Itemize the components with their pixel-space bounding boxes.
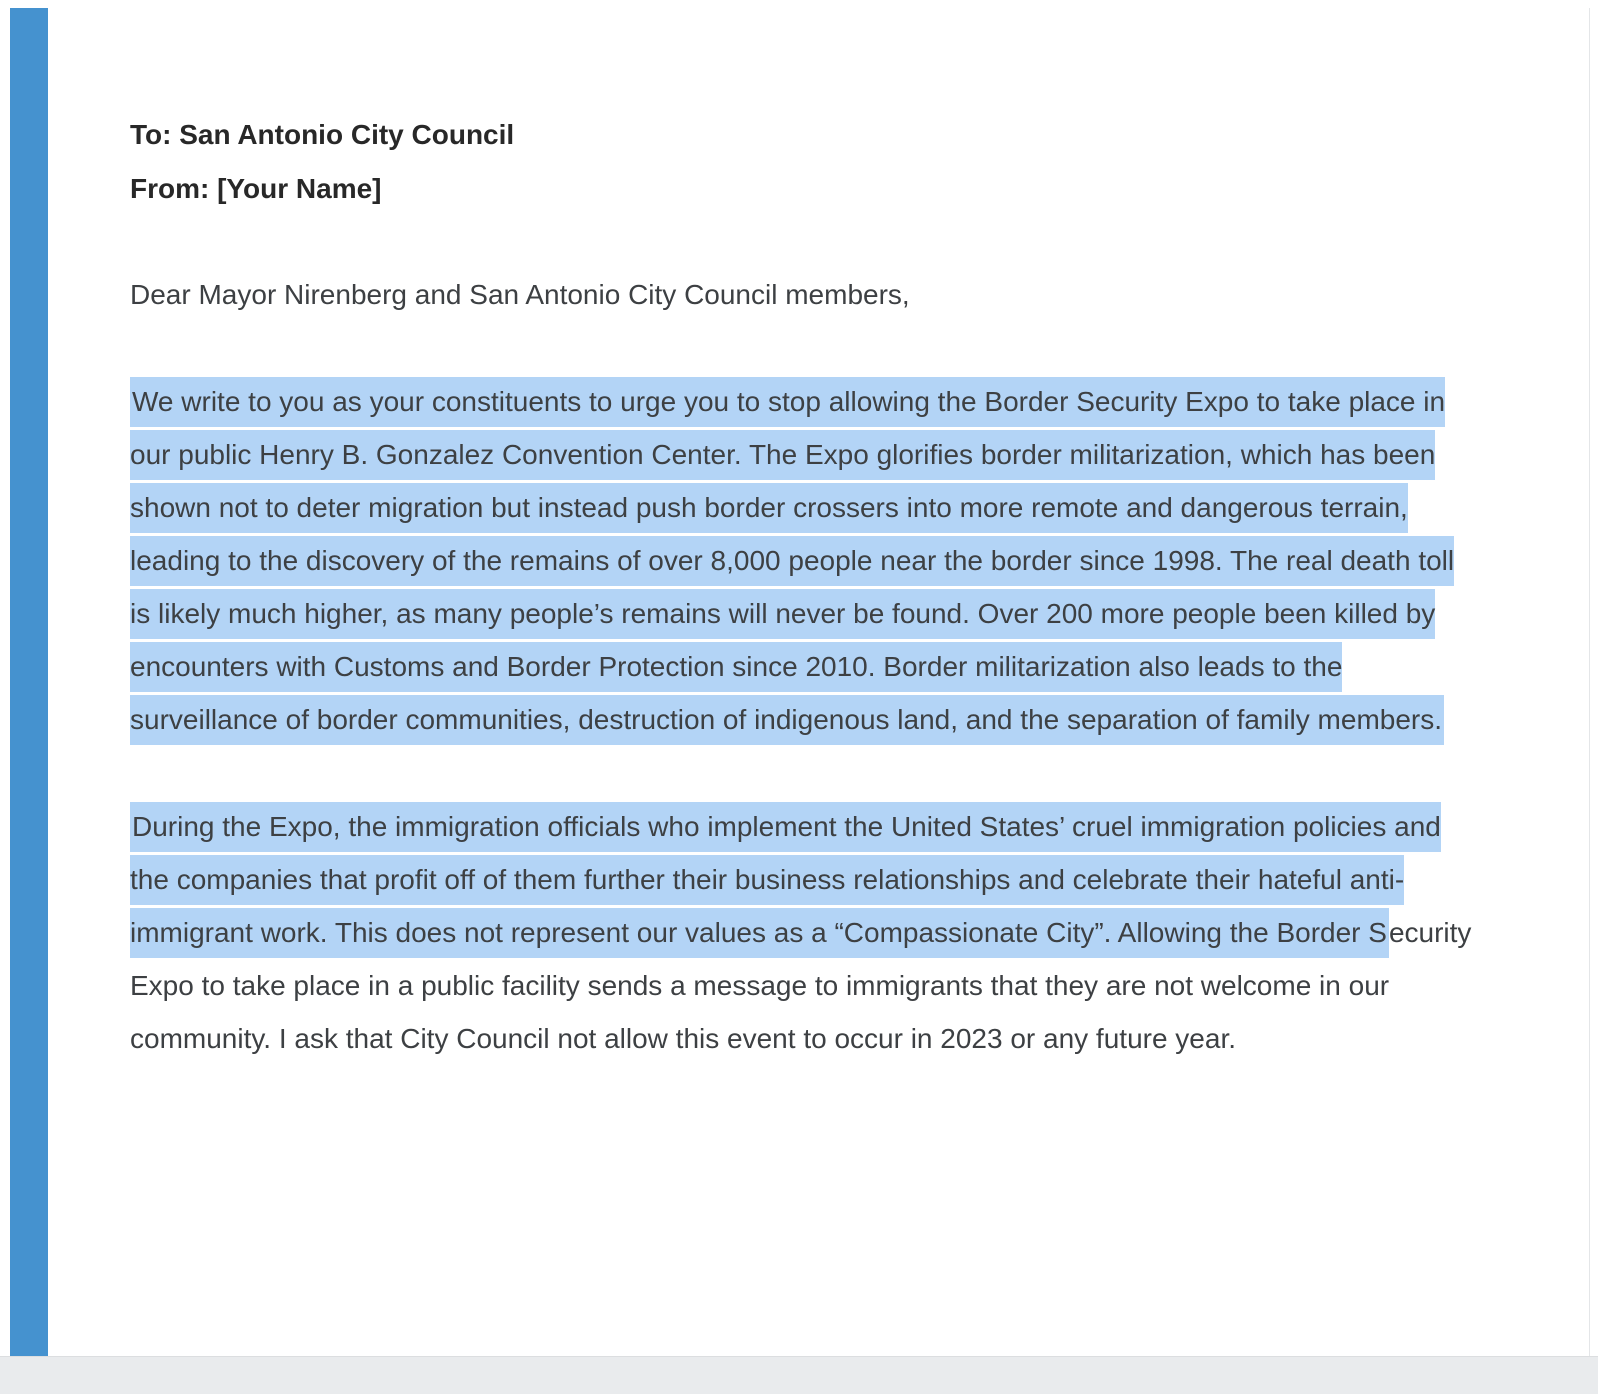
letter-salutation: Dear Mayor Nirenberg and San Antonio City Council members, (130, 279, 910, 310)
letter-content (48, 8, 1589, 1065)
letter-from-line: From: [Your Name] (130, 173, 382, 204)
selected-text: We write to you as your constituents to urge you to stop allowing the Border Security Expo to take place in our public Henry B. Gonzalez Convention Center. The Expo glorifies border militarization, which has been shown not to deter migration but instead push border crossers into more remote and dangerous terrain, leading to the discovery of the remains of over 8,000 people near the border since 1998. The real death toll is likely much higher, as many people’s remains will never be found. Over 200 more people been killed by encounters with Customs and Border Protection since 2010. Border militarization also leads to the surveillance of border communities, destruction of indigenous land, and the separation of family members. (130, 377, 1454, 745)
bottom-strip (0, 1356, 1598, 1394)
document-page (10, 8, 1590, 1356)
unselected-text: ecurity Expo to take place in a public facility sends a message to immigrants that they are not welcome in our community. I ask that City Council not allow this event to occur in 2023 or any future year. (130, 917, 1472, 1054)
selected-text: During the Expo, the immigration officials who implement the United States’ cruel immigration policies and the companies that profit off of them further their business relationships and celebrate their hateful anti-immigrant work. This does not represent our values as a “Compassionate City”. Allowing the Border S (130, 802, 1441, 958)
letter-to-line: To: San Antonio City Council (130, 119, 515, 150)
letter-paragraph-1 (130, 375, 1481, 746)
letter-paragraph-2 (130, 800, 1481, 1065)
